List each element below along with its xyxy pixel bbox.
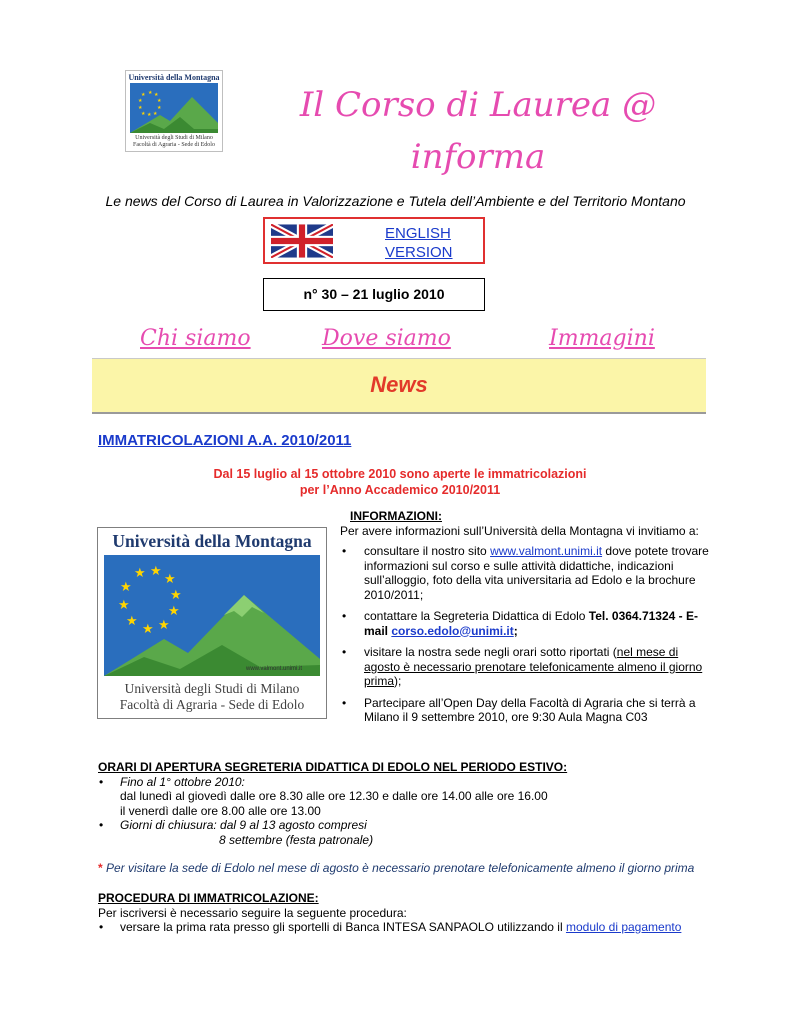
note-asterisk: * [98, 861, 103, 875]
hours-friday: il venerdì dalle ore 8.00 alle ore 13.00 [120, 803, 321, 818]
info-item3-text-a: visitare la nostra sede negli orari sotto riportati ( [364, 645, 617, 659]
section-title[interactable]: IMMATRICOLAZIONI A.A. 2010/2011 [98, 432, 352, 449]
svg-text:★: ★ [164, 572, 176, 587]
closing-days-patronal: 8 settembre (festa patronale) [219, 832, 374, 847]
procedure-heading: PROCEDURA DI IMMATRICOLAZIONE: [98, 891, 319, 905]
logo-small-line2: Facoltà di Agraria - Sede di Edolo [133, 142, 215, 148]
english-version-box[interactable] [263, 217, 485, 264]
issue-number: n° 30 – 21 luglio 2010 [263, 278, 485, 311]
august-note [98, 861, 738, 875]
page-subtitle: Le news del Corso di Laurea in Valorizzazione e Tutela dell’Ambiente e del Territorio Montano [105, 193, 686, 209]
info-item1-text-a: consultare il nostro sito [364, 544, 491, 558]
nav-link-dove-siamo[interactable]: Dove siamo [322, 326, 451, 351]
news-banner [92, 358, 706, 414]
svg-text:★: ★ [138, 105, 143, 111]
svg-text:★: ★ [134, 566, 146, 581]
page-title-line2: informa [410, 137, 546, 177]
hours-bullet-1-title: Fino al 1° ottobre 2010: [120, 774, 245, 789]
procedure-item-1 [98, 920, 738, 935]
website-link[interactable]: www.valmont.unimi.it [490, 544, 603, 558]
svg-text:★: ★ [126, 614, 138, 629]
svg-text:★: ★ [148, 90, 153, 96]
logo-small-caption [128, 135, 220, 149]
svg-text:★: ★ [150, 564, 162, 579]
notice-line2: per l’Anno Accademico 2010/2011 [299, 483, 501, 497]
nav-link-immagini[interactable]: Immagini [549, 326, 655, 351]
logo-small-picture [130, 83, 218, 133]
info-list [340, 544, 710, 725]
university-logo-large [97, 527, 327, 719]
hours-weekday: dal lunedì al giovedì dalle ore 8.30 alle ore 12.30 e dalle ore 14.00 alle ore 16.00 [120, 789, 548, 803]
english-version-line2[interactable]: VERSION [385, 244, 453, 261]
mountain-flag-icon [104, 555, 320, 676]
logo-small-line1: Università degli Studi di Milano [135, 135, 213, 141]
hours-bullet-2 [98, 818, 718, 833]
email-link[interactable]: corso.edolo@unimi.it [391, 623, 514, 638]
svg-text:★: ★ [154, 92, 159, 98]
svg-text:★: ★ [157, 98, 162, 104]
payment-form-link[interactable]: modulo di pagamento [565, 920, 682, 934]
university-logo-small [125, 70, 223, 152]
svg-text:★: ★ [142, 622, 154, 637]
uk-flag-icon [271, 224, 333, 258]
info-intro: Per avere informazioni sull’Università della Montagna vi invitiamo a: [340, 523, 699, 538]
opening-hours-heading: ORARI DI APERTURA SEGRETERIA DIDATTICA DI EDOLO NEL PERIODO ESTIVO: [98, 760, 568, 774]
english-version-line1[interactable]: ENGLISH [385, 225, 451, 242]
logo-large-picture [104, 555, 320, 676]
procedure-section [98, 891, 738, 935]
notice-line1: Dal 15 luglio al 15 ottobre 2010 sono aperte le immatricolazioni [213, 467, 587, 481]
opening-hours-section [98, 760, 718, 847]
note-text: Per visitare la sede di Edolo nel mese di agosto è necessario prenotare telefonicamente almeno il giorno prima [102, 861, 695, 875]
hours-bullet-1 [98, 775, 718, 790]
logo-large-line1: Università degli Studi di Milano [124, 681, 300, 696]
english-version-link[interactable] [385, 224, 465, 262]
svg-text:★: ★ [170, 588, 182, 603]
nav-link-chi-siamo[interactable]: Chi siamo [140, 326, 251, 351]
info-item-visit [340, 645, 710, 689]
logo-large-caption [102, 681, 322, 713]
logo-small-title: Università della Montagna [128, 73, 220, 82]
phone-email-label: Tel. 0364.71324 - E-mail [364, 609, 698, 638]
info-item3-end: ); [394, 674, 402, 688]
info-item3-underlined: nel mese di agosto è necessario prenotare telefonicamente almeno il giorno prima [364, 645, 703, 688]
info-item-open-day: • Partecipare all’Open Day della Facoltà di Agraria che si terrà a Milano il 9 settembre 2010, ore 9:30 Aula Magna C03 [340, 696, 710, 725]
mountain-flag-icon [130, 83, 218, 133]
info-section [340, 509, 710, 732]
svg-text:★: ★ [141, 111, 146, 117]
page-title-line1: Il Corso di Laurea @ [299, 85, 657, 125]
info-heading: INFORMAZIONI: [350, 509, 442, 523]
logo-large-title: Università della Montagna [112, 531, 312, 551]
svg-text:★: ★ [118, 598, 130, 613]
svg-text:★: ★ [168, 604, 180, 619]
svg-text:★: ★ [157, 105, 162, 111]
svg-text:★: ★ [158, 618, 170, 633]
news-banner-label: News [370, 372, 428, 397]
svg-text:★: ★ [138, 98, 143, 104]
svg-text:★: ★ [147, 112, 152, 118]
logo-large-url: www.valmont.unimi.it [245, 666, 302, 672]
closing-days-2 [98, 833, 718, 848]
procedure-intro: Per iscriversi è necessario seguire la seguente procedura: [98, 905, 407, 920]
info-item2-end: ; [513, 623, 518, 638]
info-item2-text-a: contattare la Segreteria Didattica di Edolo [364, 609, 589, 623]
closing-days: Giorni di chiusura: dal 9 al 13 agosto compresi [120, 818, 367, 832]
procedure-item1-text: versare la prima rata presso gli sportelli di Banca INTESA SANPAOLO utilizzando il [120, 920, 566, 934]
info-item1-text-b: dove potete trovare informazioni sul corso e sulle attività didattiche, indicazioni sull’alloggio, foto della vita universitaria ad Edolo e la brochure 2010/2011; [364, 544, 709, 602]
svg-text:★: ★ [153, 111, 158, 117]
svg-text:★: ★ [141, 92, 146, 98]
svg-text:★: ★ [120, 580, 132, 595]
logo-large-line2: Facoltà di Agraria - Sede di Edolo [119, 697, 305, 712]
enrollment-notice [120, 466, 680, 498]
info-item-website [340, 544, 710, 602]
info-item-contact [340, 609, 710, 638]
